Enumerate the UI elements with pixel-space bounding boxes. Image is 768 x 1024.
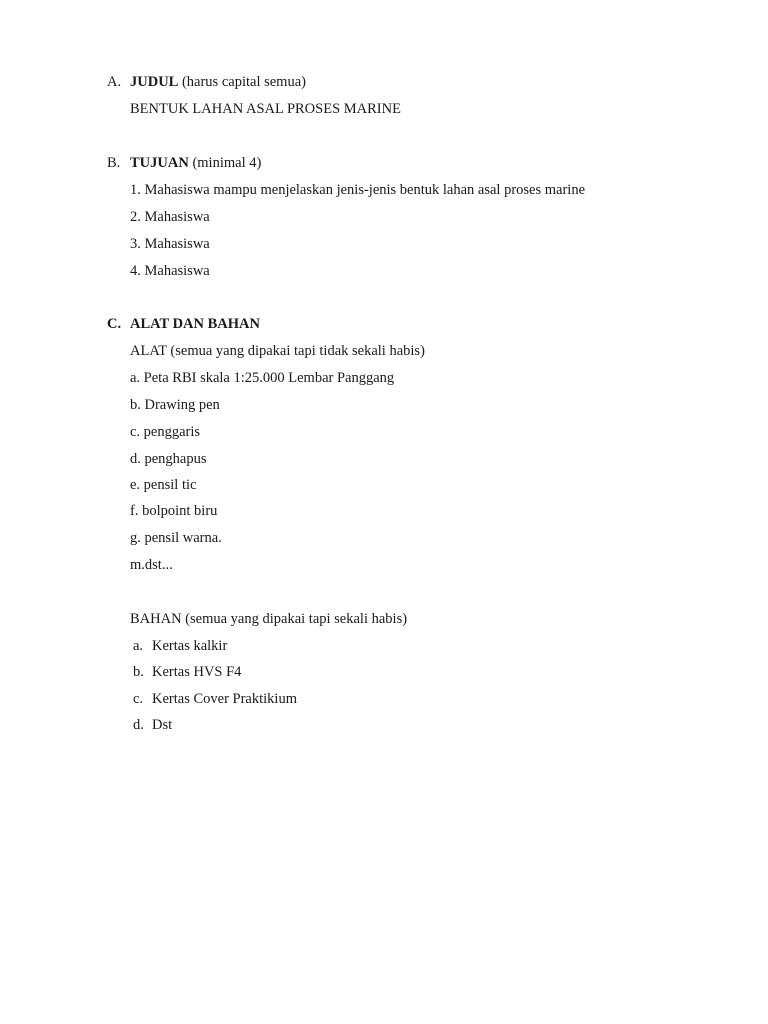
bahan-item-text: Kertas kalkir bbox=[152, 638, 228, 654]
bahan-item-text: Kertas Cover Praktikium bbox=[152, 691, 297, 707]
tujuan-item: 1. Mahasiswa mampu menjelaskan jenis-jenis bentuk lahan asal proses marine bbox=[130, 182, 586, 198]
alat-item: c. penggaris bbox=[130, 424, 201, 440]
alat-item: g. pensil warna. bbox=[130, 530, 222, 546]
section-b-heading bbox=[130, 154, 261, 172]
alat-item: b. Drawing pen bbox=[130, 397, 220, 413]
bahan-item-letter: b. bbox=[133, 664, 144, 680]
bahan-heading: BAHAN (semua yang dipakai tapi sekali habis) bbox=[130, 611, 408, 627]
section-a-heading bbox=[130, 73, 306, 91]
section-b-marker: B. bbox=[107, 155, 121, 171]
alat-item: f. bolpoint biru bbox=[130, 503, 218, 519]
section-b-title: TUJUAN bbox=[130, 155, 189, 171]
section-a-title: JUDUL bbox=[130, 74, 179, 90]
alat-heading: ALAT (semua yang dipakai tapi tidak sekali habis) bbox=[130, 343, 425, 359]
section-a-content: BENTUK LAHAN ASAL PROSES MARINE bbox=[130, 101, 401, 117]
section-a-marker: A. bbox=[107, 74, 122, 90]
bahan-item-letter: d. bbox=[133, 717, 144, 733]
alat-item: m.dst... bbox=[130, 557, 173, 573]
bahan-item-letter: c. bbox=[133, 691, 144, 707]
tujuan-item: 2. Mahasiswa bbox=[130, 209, 210, 225]
tujuan-item: 4. Mahasiswa bbox=[130, 263, 210, 279]
bahan-item-letter: a. bbox=[133, 638, 144, 654]
section-b-note: (minimal 4) bbox=[192, 155, 262, 171]
alat-item: d. penghapus bbox=[130, 451, 207, 467]
bahan-item-text: Kertas HVS F4 bbox=[152, 664, 242, 680]
section-a-note: (harus capital semua) bbox=[181, 74, 306, 90]
alat-item: e. pensil tic bbox=[130, 477, 197, 493]
section-c-marker: C. bbox=[107, 316, 122, 332]
tujuan-item: 3. Mahasiswa bbox=[130, 236, 210, 252]
alat-item: a. Peta RBI skala 1:25.000 Lembar Panggang bbox=[130, 370, 395, 386]
section-c-title: ALAT DAN BAHAN bbox=[130, 316, 260, 332]
bahan-item-text: Dst bbox=[152, 717, 173, 733]
